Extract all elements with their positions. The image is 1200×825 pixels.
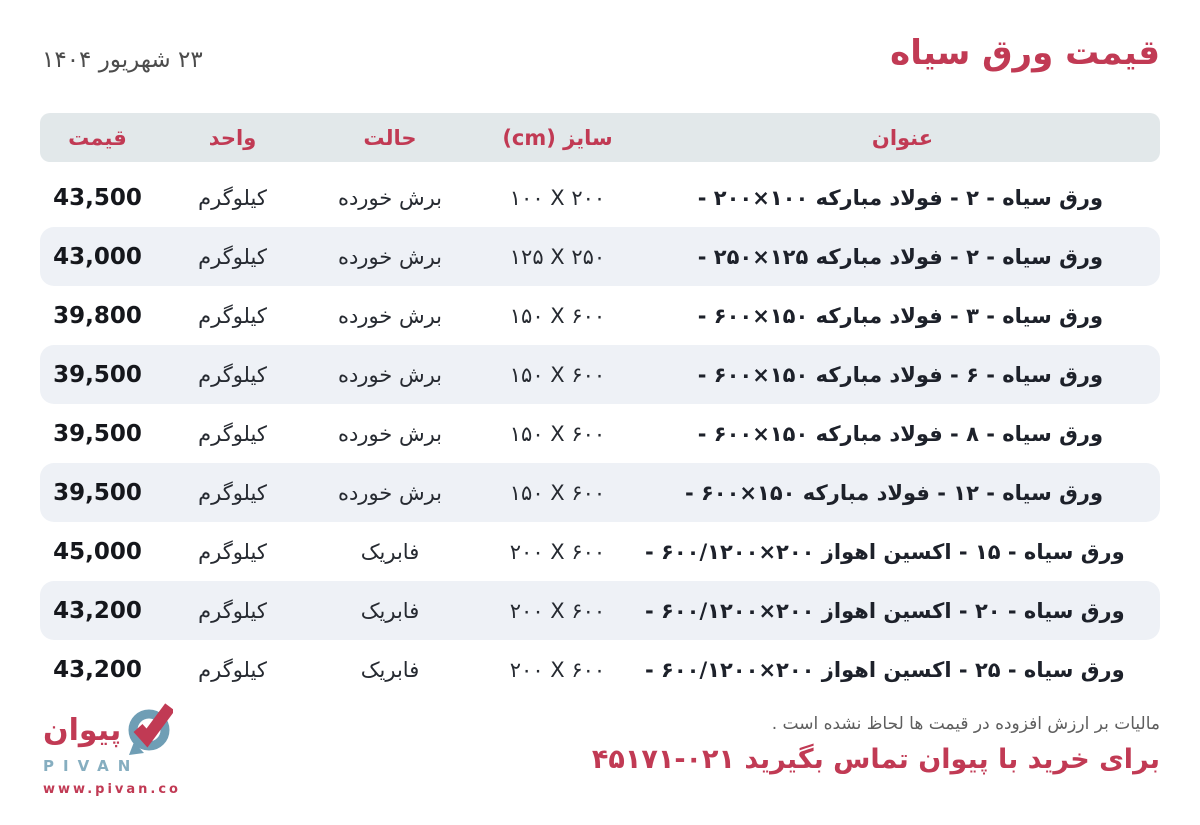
product-title-cell: ورق سیاه - ۲۰ - اکسین اهواز ۲۰۰×۶۰۰/۱۲۰۰ - (645, 598, 1125, 623)
size-cell: ۱۵۰ X ۶۰۰ (509, 303, 606, 328)
table-row (40, 227, 1160, 286)
logo-website: www.pivan.co (43, 782, 181, 797)
table-row (40, 463, 1160, 522)
state-cell: فابریک (360, 539, 420, 564)
vat-note: مالیات بر ارزش افزوده در قیمت ها لحاظ نشده است . (771, 714, 1160, 734)
price-table (40, 113, 1160, 699)
product-title-cell: ورق سیاه - ۲ - فولاد مبارکه ۱۰۰×۲۰۰ - (697, 185, 1103, 210)
col-header-title: عنوان (871, 125, 934, 150)
pivan-logo (43, 700, 213, 797)
state-cell: فابریک (360, 598, 420, 623)
state-cell: فابریک (360, 657, 420, 682)
table-row (40, 581, 1160, 640)
price-cell: 43,000 (53, 243, 142, 270)
product-title-cell: ورق سیاه - ۳ - فولاد مبارکه ۱۵۰×۶۰۰ - (697, 303, 1103, 328)
col-header-price: قیمت (68, 125, 127, 150)
product-title-cell: ورق سیاه - ۱۵ - اکسین اهواز ۲۰۰×۶۰۰/۱۲۰۰ - (645, 539, 1125, 564)
table-row (40, 640, 1160, 699)
unit-cell: کیلوگرم (198, 244, 267, 269)
page-title: قیمت ورق سیاه (890, 33, 1160, 73)
price-cell: 43,200 (53, 656, 142, 683)
price-cell: 43,500 (53, 184, 142, 211)
col-header-state: حالت (363, 125, 417, 150)
state-cell: برش خورده (337, 303, 443, 328)
table-body (40, 168, 1160, 699)
price-cell: 45,000 (53, 538, 142, 565)
state-cell: برش خورده (337, 185, 443, 210)
product-title-cell: ورق سیاه - ۱۲ - فولاد مبارکه ۱۵۰×۶۰۰ - (684, 480, 1103, 505)
table-row (40, 168, 1160, 227)
price-cell: 39,500 (53, 361, 142, 388)
size-cell: ۲۰۰ X ۶۰۰ (509, 657, 606, 682)
table-row (40, 286, 1160, 345)
logo-wordmark-fa: پیوان (43, 713, 122, 748)
price-cell: 39,500 (53, 479, 142, 506)
size-cell: ۲۰۰ X ۶۰۰ (509, 598, 606, 623)
unit-cell: کیلوگرم (198, 185, 267, 210)
unit-cell: کیلوگرم (198, 539, 267, 564)
product-title-cell: ورق سیاه - ۸ - فولاد مبارکه ۱۵۰×۶۰۰ - (697, 421, 1103, 446)
table-row (40, 404, 1160, 463)
price-cell: 39,800 (53, 302, 142, 329)
state-cell: برش خورده (337, 362, 443, 387)
size-cell: ۱۵۰ X ۶۰۰ (509, 421, 606, 446)
size-cell: ۲۰۰ X ۶۰۰ (509, 539, 606, 564)
size-cell: ۱۲۵ X ۲۵۰ (509, 244, 606, 269)
checkmark-speech-bubble-icon (127, 700, 173, 756)
table-row (40, 345, 1160, 404)
unit-cell: کیلوگرم (198, 598, 267, 623)
price-cell: 39,500 (53, 420, 142, 447)
col-header-unit: واحد (208, 125, 257, 150)
product-title-cell: ورق سیاه - ۶ - فولاد مبارکه ۱۵۰×۶۰۰ - (697, 362, 1103, 387)
state-cell: برش خورده (337, 421, 443, 446)
page-date: ۲۳ شهریور ۱۴۰۴ (42, 47, 203, 73)
state-cell: برش خورده (337, 244, 443, 269)
logo-top-row (43, 700, 213, 756)
unit-cell: کیلوگرم (198, 480, 267, 505)
state-cell: برش خورده (337, 480, 443, 505)
logo-wordmark-en: PIVAN (43, 757, 140, 775)
size-cell: ۱۵۰ X ۶۰۰ (509, 480, 606, 505)
unit-cell: کیلوگرم (198, 657, 267, 682)
unit-cell: کیلوگرم (198, 303, 267, 328)
unit-cell: کیلوگرم (198, 421, 267, 446)
unit-cell: کیلوگرم (198, 362, 267, 387)
price-cell: 43,200 (53, 597, 142, 624)
product-title-cell: ورق سیاه - ۲۵ - اکسین اهواز ۲۰۰×۶۰۰/۱۲۰۰ - (645, 657, 1125, 682)
col-header-size: سایز (cm) (502, 125, 613, 150)
size-cell: ۱۵۰ X ۶۰۰ (509, 362, 606, 387)
table-header (40, 113, 1160, 162)
size-cell: ۱۰۰ X ۲۰۰ (509, 185, 606, 210)
table-row (40, 522, 1160, 581)
contact-line: برای خرید با پیوان تماس بگیرید ۰۲۱-۴۵۱۷۱ (591, 744, 1160, 775)
product-title-cell: ورق سیاه - ۲ - فولاد مبارکه ۱۲۵×۲۵۰ - (697, 244, 1103, 269)
